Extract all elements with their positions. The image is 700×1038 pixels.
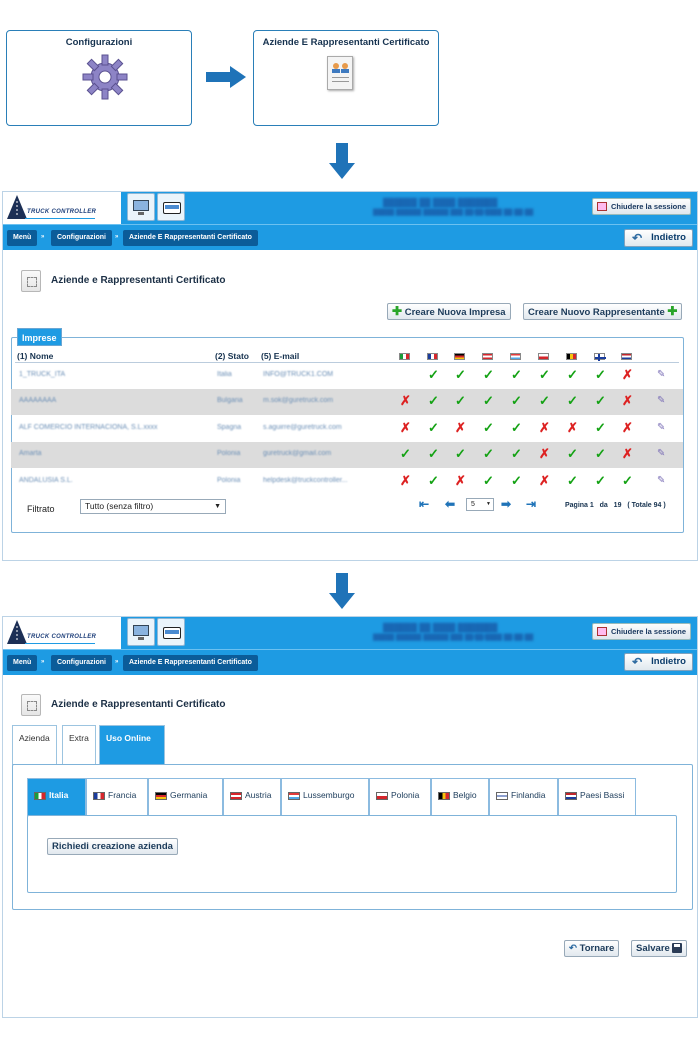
check-icon: ✓ [595, 419, 606, 435]
chevron-down-icon: ▼ [486, 501, 491, 507]
check-icon: ✓ [428, 419, 439, 435]
document-icon [327, 56, 353, 90]
breadcrumb-separator: » [41, 234, 45, 240]
truck-controller-logo: TRUCK CONTROLLER [3, 617, 121, 649]
edit-pencil-icon[interactable]: ✎ [657, 448, 666, 460]
table-row[interactable] [11, 442, 683, 468]
gear-icon [81, 53, 129, 101]
company-info-blurred: ██████ ██ ████ ███████ [383, 623, 498, 632]
next-page-icon[interactable]: ➡ [501, 497, 512, 511]
truck-tile-icon[interactable] [157, 618, 185, 646]
cross-icon: ✗ [539, 419, 550, 435]
back-button[interactable]: ↶ Indietro [624, 229, 693, 247]
row-name-cell: AAAAAAAA [19, 397, 57, 405]
table-row[interactable] [11, 389, 683, 415]
check-icon: ✓ [595, 393, 606, 409]
tab-azienda[interactable]: Azienda [12, 725, 57, 765]
row-name-cell: Amarta [19, 450, 42, 458]
check-icon: ✓ [483, 419, 494, 435]
row-email-cell: INFO@TRUCK1.COM [263, 371, 334, 378]
check-icon: ✓ [595, 446, 606, 462]
logout-button[interactable]: Chiudere la sessione [592, 623, 691, 640]
return-button[interactable]: ↶ Tornare [564, 940, 619, 957]
cross-icon: ✗ [622, 393, 633, 409]
country-tab-label: Paesi Bassi [580, 790, 625, 800]
flag-france-icon [427, 353, 438, 360]
last-page-icon[interactable]: ⇥ [526, 497, 537, 511]
flag-poland-icon [538, 353, 549, 360]
breadcrumb-separator: » [41, 659, 45, 665]
tab-extra[interactable]: Extra [62, 725, 96, 765]
breadcrumb-menu[interactable]: Menù [7, 230, 37, 246]
back-arrow-icon: ↶ [632, 231, 643, 245]
computer-tile-icon[interactable] [127, 618, 155, 646]
check-icon: ✓ [455, 367, 466, 382]
logout-button[interactable]: Chiudere la sessione [592, 198, 691, 215]
flag-finland-icon [594, 353, 605, 360]
table-row[interactable] [11, 416, 683, 442]
tab-country-austria[interactable] [223, 778, 281, 816]
edit-pencil-icon[interactable]: ✎ [657, 421, 666, 433]
check-icon: ✓ [483, 393, 494, 409]
column-name[interactable]: (1) Nome [17, 351, 54, 361]
check-icon: ✓ [455, 393, 466, 409]
arrow-down-icon [329, 143, 355, 179]
cross-icon: ✗ [400, 393, 411, 409]
filter-label: Filtrato [27, 504, 55, 514]
breadcrumb-current: Aziende E Rappresentanti Certificato [123, 230, 258, 246]
tab-country-germania[interactable] [148, 778, 223, 816]
tab-country-finlandia[interactable] [489, 778, 558, 816]
flag-netherlands-icon [621, 353, 632, 360]
cross-icon: ✗ [455, 472, 466, 488]
user-info-blurred: █████ ██████ ██████ ███ ██/██/████ ██:██:██ [373, 210, 534, 216]
breadcrumb-bar [3, 224, 697, 250]
tab-country-lussemburgo[interactable] [281, 778, 369, 816]
cross-icon: ✗ [400, 472, 411, 488]
row-state-cell: Italia [217, 371, 232, 378]
country-tab-label: Germania [170, 790, 208, 800]
logout-icon [597, 627, 607, 636]
row-email-cell: helpdesk@truckcontroller... [263, 476, 348, 484]
company-info-blurred: ██████ ██ ████ ███████ [383, 198, 498, 207]
check-icon: ✓ [511, 393, 522, 409]
edit-pencil-icon[interactable]: ✎ [657, 395, 666, 407]
create-company-button[interactable]: ✚ Creare Nuova Impresa [387, 303, 511, 320]
page-size-select[interactable]: 5 ▼ [466, 498, 494, 511]
country-tab-label: Austria [245, 790, 272, 800]
row-state-cell: Spagna [217, 423, 242, 431]
flag-netherlands-icon [565, 792, 577, 800]
plus-icon: ✚ [667, 304, 678, 318]
truck-tile-icon[interactable] [157, 193, 185, 221]
plus-icon: ✚ [392, 304, 403, 318]
check-icon: ✓ [511, 472, 522, 488]
country-tab-label: Belgio [453, 790, 477, 800]
breadcrumb-separator: » [115, 234, 119, 240]
return-arrow-icon: ↶ [569, 943, 577, 954]
computer-tile-icon[interactable] [127, 193, 155, 221]
check-icon: ✓ [539, 393, 550, 409]
row-state-cell: Polonia [217, 450, 241, 458]
row-email-cell: guretruck@gmail.com [263, 450, 332, 458]
check-icon: ✓ [400, 446, 411, 462]
breadcrumb-separator: » [115, 659, 119, 665]
table-row[interactable] [11, 469, 683, 495]
flag-belgium-icon [566, 353, 577, 360]
page-title: Aziende e Rappresentanti Certificato [51, 275, 226, 286]
flag-italy-icon [399, 353, 410, 360]
flag-france-icon [93, 792, 105, 800]
check-icon: ✓ [428, 446, 439, 462]
row-name-cell: 1_TRUCK_ITA [19, 371, 66, 378]
cross-icon: ✗ [539, 446, 550, 462]
country-tab-label: Francia [108, 790, 137, 800]
cross-icon: ✗ [455, 419, 466, 435]
breadcrumb-current: Aziende E Rappresentanti Certificato [123, 655, 258, 671]
column-state[interactable]: (2) Stato [215, 351, 249, 361]
flag-finland-icon [496, 792, 508, 800]
check-icon: ✓ [567, 472, 578, 488]
request-company-button[interactable]: Richiedi creazione azienda [47, 838, 178, 855]
arrow-down-icon [329, 573, 355, 609]
tab-uso-online[interactable]: Uso Online [99, 725, 165, 765]
tab-country-francia[interactable] [86, 778, 148, 816]
check-icon: ✓ [511, 367, 522, 382]
row-name-cell: ANDALUSIA S.L. [19, 476, 73, 484]
country-tab-label: Finlandia [511, 790, 546, 800]
back-arrow-icon: ↶ [632, 655, 643, 669]
chevron-down-icon: ▼ [214, 503, 221, 510]
page-icon [21, 270, 41, 292]
companies-table [11, 363, 687, 495]
cross-icon: ✗ [622, 367, 633, 382]
row-state-cell: Polonia [217, 476, 241, 484]
cross-icon: ✗ [400, 419, 411, 435]
user-info-blurred: █████ ██████ ██████ ███ ██/██/████ ██:██:██ [373, 635, 534, 641]
breadcrumb-menu[interactable]: Menù [7, 655, 37, 671]
country-tab-label: Polonia [391, 790, 420, 800]
check-icon: ✓ [428, 393, 439, 409]
check-icon: ✓ [622, 472, 633, 488]
check-icon: ✓ [428, 472, 439, 488]
check-icon: ✓ [483, 367, 494, 382]
flag-luxembourg-icon [288, 792, 300, 800]
arrow-right-icon [206, 66, 246, 88]
row-email-cell: s.aguirre@guretruck.com [263, 423, 342, 431]
edit-pencil-icon[interactable]: ✎ [657, 369, 666, 380]
check-icon: ✓ [595, 472, 606, 488]
check-icon: ✓ [455, 446, 466, 462]
tab-country-belgio[interactable] [431, 778, 489, 816]
check-icon: ✓ [428, 367, 439, 382]
first-page-icon[interactable]: ⇤ [419, 497, 430, 511]
tab-country-italia[interactable] [27, 778, 86, 816]
check-icon: ✓ [483, 446, 494, 462]
cross-icon: ✗ [622, 419, 633, 435]
cross-icon: ✗ [567, 419, 578, 435]
cross-icon: ✗ [622, 446, 633, 462]
edit-pencil-icon[interactable]: ✎ [657, 474, 666, 486]
screen-detail [2, 616, 698, 1018]
flag-austria-icon [482, 353, 493, 360]
floppy-disk-icon [672, 943, 682, 953]
country-tab-label: Italia [49, 790, 69, 800]
page-title: Aziende e Rappresentanti Certificato [51, 699, 226, 710]
flag-italy-icon [34, 792, 46, 800]
pagination-info: Pagina 1 da 19 ( Totale 94 ) [565, 502, 666, 509]
save-button[interactable]: Salvare [631, 940, 687, 957]
prev-page-icon[interactable]: ⬅ [445, 497, 456, 511]
flag-germany-icon [155, 792, 167, 800]
create-representative-button[interactable]: Creare Nuovo Rappresentante ✚ [523, 303, 682, 320]
flag-austria-icon [230, 792, 242, 800]
check-icon: ✓ [511, 419, 522, 435]
check-icon: ✓ [539, 367, 550, 382]
configurazioni-card[interactable] [6, 30, 192, 126]
top-bar [3, 617, 697, 649]
column-email[interactable]: (5) E-mail [261, 351, 300, 361]
country-tab-label: Lussemburgo [303, 790, 355, 800]
flag-belgium-icon [438, 792, 450, 800]
check-icon: ✓ [595, 367, 606, 382]
flag-germany-icon [454, 353, 465, 360]
configurazioni-title: Configurazioni [65, 37, 133, 48]
truck-controller-logo: TRUCK CONTROLLER [3, 192, 121, 224]
breadcrumb-configurazioni[interactable]: Configurazioni [51, 230, 112, 246]
screen-list [2, 191, 698, 561]
table-row[interactable] [11, 363, 683, 389]
aziende-card[interactable] [253, 30, 439, 126]
breadcrumb-bar [3, 649, 697, 675]
check-icon: ✓ [483, 472, 494, 488]
filter-select[interactable]: Tutto (senza filtro) ▼ [80, 499, 226, 514]
row-email-cell: m.sok@guretruck.com [263, 397, 334, 405]
aziende-title: Aziende E Rappresentanti Certificato [262, 37, 430, 48]
check-icon: ✓ [567, 367, 578, 382]
check-icon: ✓ [567, 446, 578, 462]
tab-country-polonia[interactable] [369, 778, 431, 816]
top-bar [3, 192, 697, 224]
cross-icon: ✗ [539, 472, 550, 488]
check-icon: ✓ [567, 393, 578, 409]
logout-icon [597, 202, 607, 211]
flag-poland-icon [376, 792, 388, 800]
breadcrumb-configurazioni[interactable]: Configurazioni [51, 655, 112, 671]
tab-country-paesi-bassi[interactable] [558, 778, 636, 816]
country-tabs [27, 778, 639, 816]
back-button[interactable]: ↶ Indietro [624, 653, 693, 671]
check-icon: ✓ [511, 446, 522, 462]
row-name-cell: ALF COMERCIO INTERNACIONA, S.L.xxxx [19, 423, 158, 431]
row-state-cell: Bulgaria [217, 397, 243, 405]
flag-luxembourg-icon [510, 353, 521, 360]
companies-section-label: Imprese [17, 328, 62, 346]
page-icon [21, 694, 41, 716]
